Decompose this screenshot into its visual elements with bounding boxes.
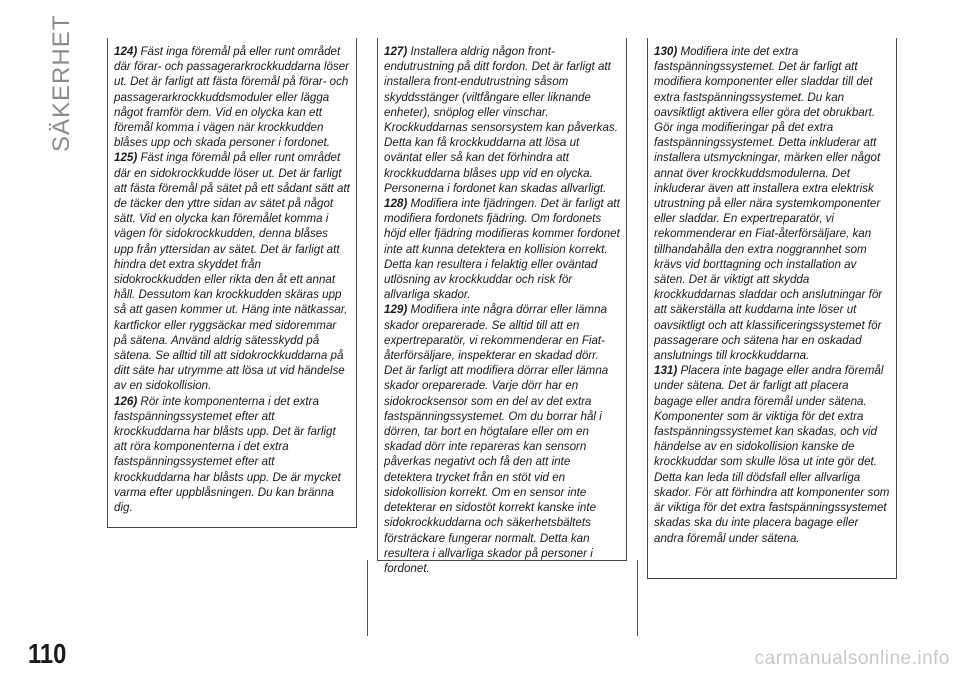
warning-paragraph-131	[654, 363, 890, 545]
warning-text: Rör inte komponenterna i det extra fastspänningssystemet efter att krockkuddarna har blåsts upp. Det är farligt att röra komponenterna i det extra fastspänningssystemet efter att krockkuddarna har blåsts upp. De är mycket varma efter uppblåsningen. Du kan bränna dig.	[114, 394, 341, 515]
warning-number: 124)	[114, 45, 138, 58]
warning-text: Modifiera inte några dörrar eller lämna skador oreparerade. Se alltid till att en expertreparatör, vi rekommenderar en Fiat-återförsäljare, inspekterar en skadad dörr. Det är farligt att modifiera dörrar eller lämna skador oreparerade. Varje dörr har en sidokrocksensor som en del av det extra fastspänningssystemet. Om du borrar hål i dörren, tar bort en högtalare eller om en skadad dörr inte repareras kan sensorn påverkas negativt och få den att inte detektera trycket från en stöt vid en sidokollision korrekt. Om en sensor inte detekterar en sidostöt korrekt kanske inte sidokrockkuddarna och säkerhetsbältets försträckare fungerar normalt. Detta kan resultera i allvarliga skador på personer i fordonet.	[384, 303, 609, 575]
text-column-3	[647, 38, 897, 579]
warning-paragraph-124	[114, 44, 350, 150]
warning-paragraph-125	[114, 150, 350, 393]
warning-paragraph-127	[384, 44, 620, 196]
warning-text: Modifiera inte fjädringen. Det är farligt att modifiera fordonets fjädring. Om fordonets höjd eller fjädring modifieras kommer fordonet inte att kunna detektera en kollision korrekt. Detta kan resultera i felaktig eller oväntad utlösning av krockkuddar och risk för allvarliga skador.	[384, 197, 620, 302]
text-column-2	[377, 38, 627, 575]
warning-number: 125)	[114, 151, 138, 165]
warning-text: Fäst inga föremål på eller runt området där en sidokrockkudde löser ut. Det är farligt att fästa föremål på sätet på ett sådant sätt att de täcker den yttre sidan av sätet på något sätt. Vid en olycka kan föremålet komma i vägen för sidokrockkudden, denna blåses upp från yttersidan av sätet. Det är farligt att hindra det extra skyddet från sidokrockkudden eller rikta den åt ett annat håll. Dessutom kan krockkudden skäras upp så att gasen kommer ut. Häng inte nätkassar, kartfickor eller ryggsäckar med sidoremmar på sätena. Använd aldrig sätesskydd på sätena. Se alltid till att sidokrockkuddarna på ditt säte har utrymme att lösa ut vid händelse av en sidokollision.	[114, 151, 350, 393]
warning-number: 131)	[654, 364, 678, 378]
warning-paragraph-128	[384, 196, 620, 302]
warning-text: Installera aldrig någon front-endutrustning på ditt fordon. Det är farligt att installera front-endutrustning såsom skyddsstänger (viltfångare eller liknande enheter), snöplog eller vinschar. Krockkuddarnas sensorsystem kan påverkas. Detta kan få krockkuddarna att lösa ut oväntat eller så kan det förhindra att krockkuddarna blåses upp vid en olycka. Personerna i fordonet kan skadas allvarligt.	[384, 45, 618, 195]
warning-paragraph-130	[654, 44, 890, 363]
warning-paragraph-126	[114, 394, 350, 516]
column-divider	[637, 560, 638, 636]
warning-text: Fäst inga föremål på eller runt området där förar- och passagerarkrockkuddarna löser ut. Det är farligt att fästa föremål på förar- och passagerarkrockkuddsmoduler eller lägga något framför dem. Vid en olycka kan ett föremål komma i vägen när krockkudden blåses upp och skada personer i fordonet.	[114, 45, 349, 150]
warning-text: Placera inte bagage eller andra föremål under sätena. Det är farligt att placera bagage eller andra föremål under sätena. Komponenter som är viktiga för det extra fastspänningssystemet kan skadas, och vid händelse av en sidokollision kanske de krockkuddar som skulle lösa ut inte gör det. Detta kan leda till dödsfall eller allvarliga skador. För att förhindra att komponenter som är viktiga för det extra fastspänningssystemet skadas ska du inte placera bagage eller andra föremål under sätena.	[654, 364, 890, 545]
watermark: carmanualsonline.info	[754, 648, 950, 669]
warning-number: 126)	[114, 394, 138, 408]
warning-paragraph-129	[384, 302, 620, 576]
text-column-1	[107, 38, 357, 528]
warning-text: Modifiera inte det extra fastspänningssystemet. Det är farligt att modifiera komponenter eller sladdar till det extra fastspänningssystemet. Du kan oavsiktligt aktivera eller göra det obrukbart. Gör inga modifieringar på det extra fastspänningssystemet. Detta inkluderar att installera utsmyckningar, märken eller något annat över krockkuddsmodulerna. Det inkluderar även att installera extra elektrisk utrustning på eller nära systemkomponenter eller sladdar. En expertreparatör, vi rekommenderar en Fiat-återförsäljare, kan tillhandahålla den extra noggrannhet som krävs vid borttagning och installation av säten. Det är viktigt att skydda krockkuddarnas sladdar och anslutningar för att säkerställa att kuddarna inte löser ut oavsiktligt och att klassificeringssystemet för passagerare och sätena har en oskadad anslutnings till krockkuddarna.	[654, 45, 883, 363]
warning-number: 128)	[384, 197, 408, 211]
warning-number: 130)	[654, 45, 678, 58]
column-divider	[367, 560, 368, 636]
warning-number: 127)	[384, 45, 408, 58]
page-number: 110	[28, 638, 67, 669]
section-title: SÄKERHET	[48, 14, 75, 152]
warning-number: 129)	[384, 303, 408, 317]
